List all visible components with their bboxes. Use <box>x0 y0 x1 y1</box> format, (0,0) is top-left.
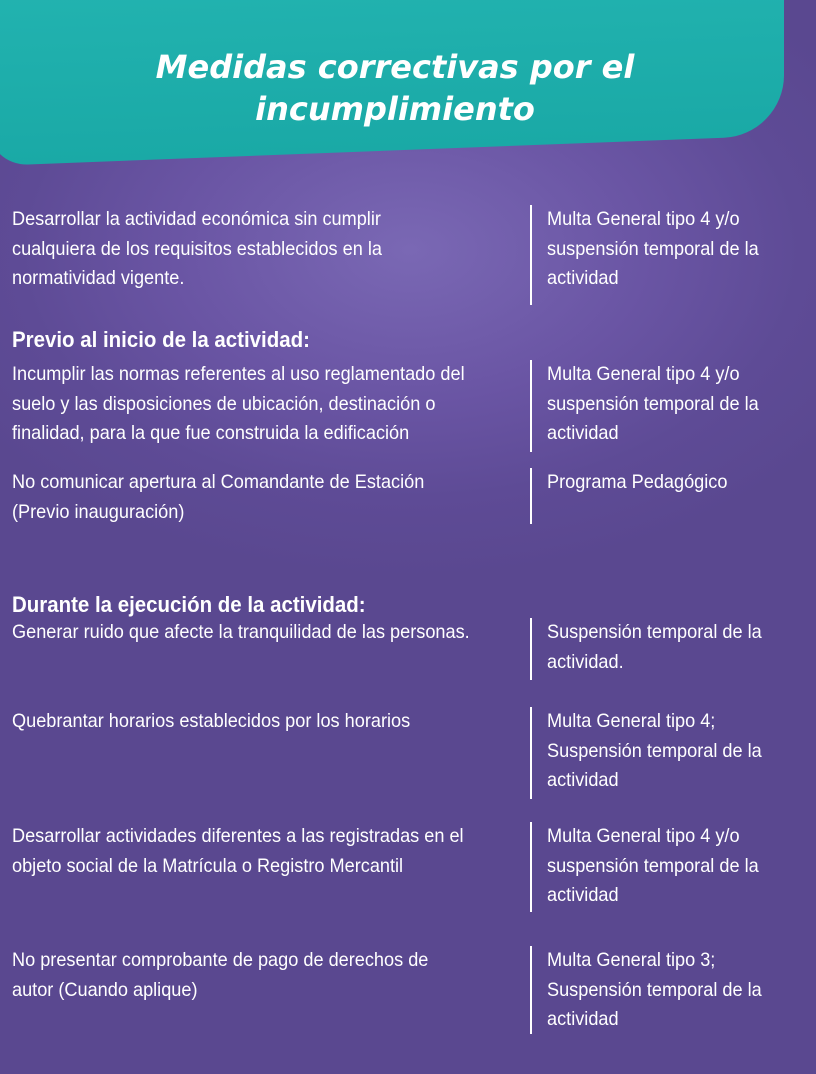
sanction-text <box>547 468 798 498</box>
infraction-line: Incumplir las normas referentes al uso reglamentado del <box>12 363 465 385</box>
infraction-line: No comunicar apertura al Comandante de Estación <box>12 471 425 493</box>
infraction-line: Generar ruido que afecte la tranquilidad de las personas. <box>12 621 470 643</box>
sanction-text <box>547 205 798 294</box>
infraction-line: cualquiera de los requisitos establecidos en la <box>12 237 382 260</box>
sanction-line: Multa General tipo 4; <box>547 710 716 732</box>
infraction-line: Desarrollar la actividad económica sin cumplir <box>12 208 381 230</box>
sanction-line: actividad <box>547 769 619 791</box>
infraction-line: suelo y las disposiciones de ubicación, destinación o <box>12 392 436 415</box>
measure-row <box>12 360 812 452</box>
sanction-line: Multa General tipo 4 y/o <box>547 825 740 847</box>
measure-row <box>12 618 812 680</box>
column-divider <box>530 360 532 452</box>
sanction-text <box>547 946 798 1035</box>
sanction-text <box>547 618 798 677</box>
measure-row <box>12 822 812 912</box>
page-title <box>0 46 790 130</box>
measure-row <box>12 205 812 305</box>
measure-row <box>12 707 812 799</box>
sanction-line: suspensión temporal de la <box>547 237 759 260</box>
sanction-line: Suspensión temporal de la <box>547 621 762 643</box>
infraction-line: No presentar comprobante de pago de derechos de <box>12 949 429 971</box>
sanction-line: actividad <box>547 884 619 906</box>
title-line-2: incumplimiento <box>255 90 535 128</box>
sanction-line: suspensión temporal de la <box>547 854 759 877</box>
infraction-text <box>12 360 491 449</box>
column-divider <box>530 822 532 912</box>
column-divider <box>530 618 532 680</box>
sanction-line: Multa General tipo 4 y/o <box>547 208 740 230</box>
sanction-line: actividad <box>547 1008 619 1030</box>
title-line-1: Medidas correctivas por el <box>155 48 635 86</box>
section-heading-durante: Durante la ejecución de la actividad: <box>12 592 366 617</box>
column-divider <box>530 946 532 1034</box>
sanction-text <box>547 822 798 911</box>
infraction-text <box>12 205 491 294</box>
sanction-line: actividad. <box>547 650 624 673</box>
sanction-line: actividad <box>547 267 619 289</box>
infraction-line: finalidad, para la que fue construida la edificación <box>12 422 410 444</box>
section-heading-previo: Previo al inicio de la actividad: <box>12 327 310 352</box>
sanction-text <box>547 707 798 796</box>
column-divider <box>530 468 532 524</box>
sanction-line: Multa General tipo 4 y/o <box>547 363 740 385</box>
infraction-text <box>12 468 491 527</box>
infraction-line: Desarrollar actividades diferentes a las registradas en el <box>12 825 464 847</box>
sanction-line: Programa Pedagógico <box>547 471 728 493</box>
measure-row <box>12 946 812 1034</box>
sanction-line: suspensión temporal de la <box>547 392 759 415</box>
infraction-line: normatividad vigente. <box>12 267 185 289</box>
infraction-text <box>12 822 491 881</box>
sanction-line: Suspensión temporal de la <box>547 739 762 762</box>
sanction-line: Suspensión temporal de la <box>547 978 762 1001</box>
infraction-line: Quebrantar horarios establecidos por los horarios <box>12 710 411 732</box>
sanction-line: Multa General tipo 3; <box>547 949 716 971</box>
sanction-text <box>547 360 798 449</box>
column-divider <box>530 205 532 305</box>
infraction-text <box>12 707 491 737</box>
infraction-text <box>12 946 491 1005</box>
sanction-line: actividad <box>547 422 619 444</box>
infraction-text <box>12 618 491 648</box>
measure-row <box>12 468 812 524</box>
infraction-line: (Previo inauguración) <box>12 500 185 523</box>
infraction-line: autor (Cuando aplique) <box>12 978 198 1001</box>
infraction-line: objeto social de la Matrícula o Registro Mercantil <box>12 854 404 877</box>
column-divider <box>530 707 532 799</box>
